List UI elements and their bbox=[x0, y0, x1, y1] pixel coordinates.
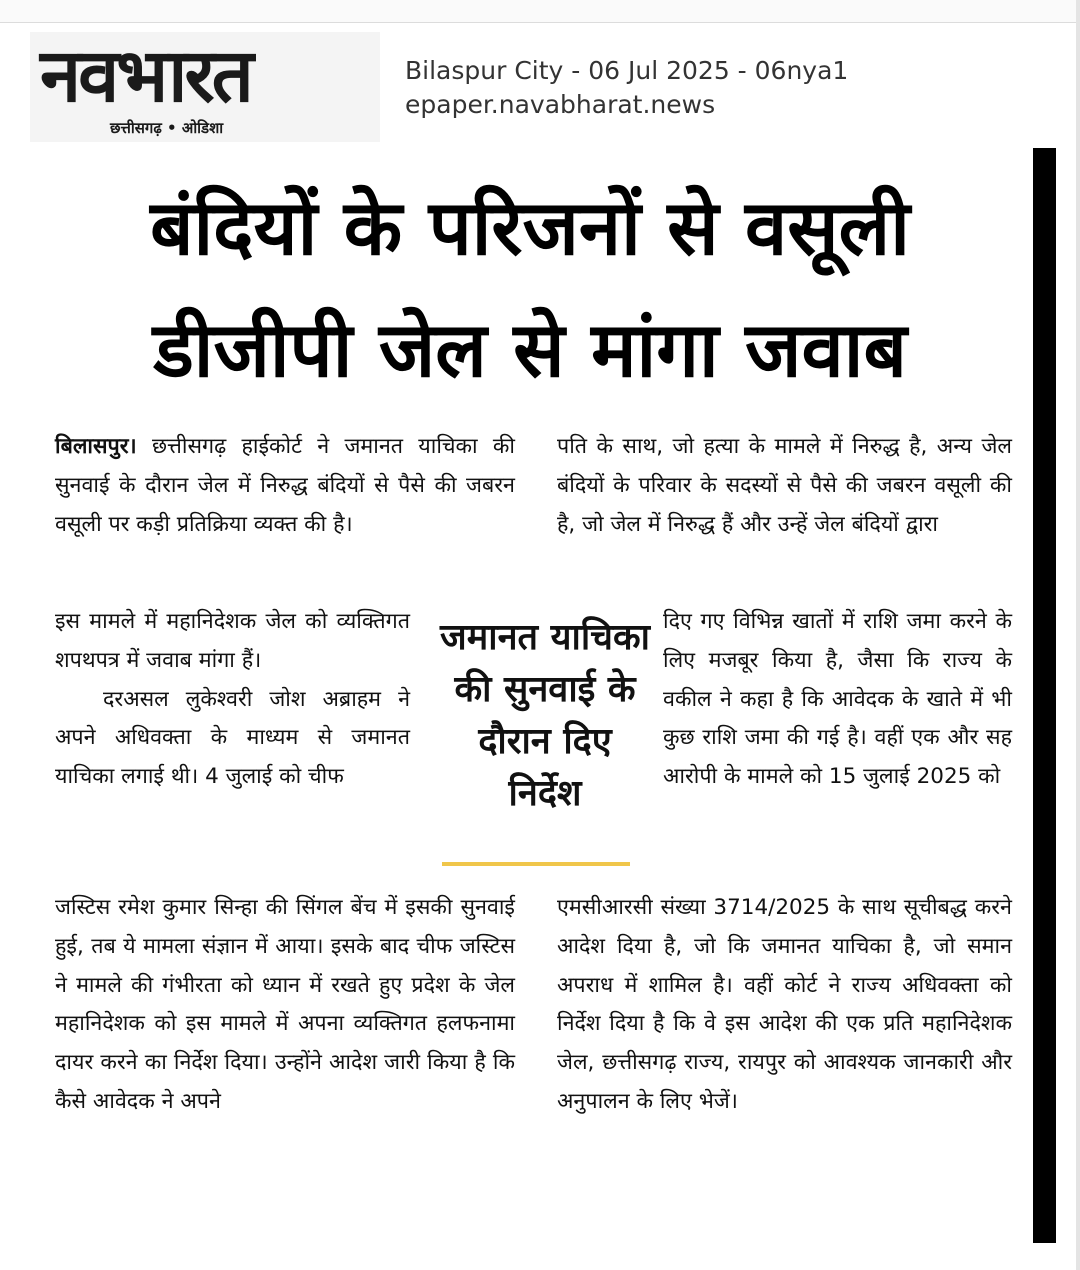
col1-paragraph-intro bbox=[55, 428, 515, 544]
pull-quote-underline bbox=[442, 862, 630, 866]
headline-line-2: डीजीपी जेल से मांगा जवाब bbox=[153, 305, 907, 394]
col2-top-text: पति के साथ, जो हत्या के मामले में निरुद्ध है, अन्य जेल बंदियों के परिवार के सदस्यों से पैसे की जबरन वसूली की है, जो जेल में निरुद्ध हैं और उन्हें जेल बंदियों द्वारा bbox=[557, 434, 1012, 537]
col1-paragraph-narrow bbox=[55, 603, 410, 797]
page-right-edge bbox=[1076, 0, 1080, 1270]
col2-paragraph-top bbox=[557, 428, 1012, 544]
newspaper-masthead bbox=[30, 32, 380, 142]
page-top-edge bbox=[0, 0, 1080, 23]
logo-subtitle: छत्तीसगढ़ • ओडिशा bbox=[110, 119, 224, 137]
col1-narrow-text-1: इस मामले में महानिदेशक जेल को व्यक्तिगत शपथपत्र में जवाब मांगा हैं। bbox=[55, 609, 410, 673]
col2-narrow-text: दिए गए विभिन्न खातों में राशि जमा करने के लिए मजबूर किया है, जैसा कि राज्य के वकील ने कहा है कि आवेदक के खाते में भी कुछ राशि जमा की गई है। वहीं एक और सह आरोपी के मामले को 15 जुलाई 2025 को bbox=[663, 609, 1012, 790]
col1-bottom-text: जस्टिस रमेश कुमार सिन्हा की सिंगल बेंच में इसकी सुनवाई हुई, तब ये मामला संज्ञान में आया। इसके बाद चीफ जस्टिस ने मामले की गंभीरता को ध्यान में रखते हुए प्रदेश के जेल महानिदेशक को इस मामले में अपना व्यक्तिगत हलफनामा दायर करने का निर्देश दिया। उन्होंने आदेश जारी किया है कि कैसे आवेदक ने अपने bbox=[55, 895, 515, 1114]
side-black-bar bbox=[1033, 148, 1056, 1243]
pull-quote: जमानत याचिका की सुनवाई के दौरान दिए निर्देश bbox=[440, 617, 650, 814]
epaper-website: epaper.navabharat.news bbox=[405, 90, 716, 119]
col1-paragraph-bottom bbox=[55, 889, 515, 1122]
newspaper-logo: नवभारत bbox=[40, 33, 251, 119]
col2-paragraph-bottom bbox=[557, 889, 1012, 1122]
dateline: बिलासपुर। bbox=[55, 434, 137, 459]
col2-paragraph-narrow bbox=[663, 603, 1012, 797]
col1-intro-text: छत्तीसगढ़ हाईकोर्ट ने जमानत याचिका की सुनवाई के दौरान जेल में निरुद्ध बंदियों से पैसे की जबरन वसूली पर कड़ी प्रतिक्रिया व्यक्त की है। bbox=[55, 434, 515, 537]
col2-bottom-text: एमसीआरसी संख्या 3714/2025 के साथ सूचीबद्ध करने आदेश दिया है, जो कि जमानत याचिका है, जो समान अपराध में शामिल है। वहीं कोर्ट ने राज्य अधिवक्ता को निर्देश दिया है कि वे इस आदेश की एक प्रति महानिदेशक जेल, छत्तीसगढ़ राज्य, रायपुर को आवश्यक जानकारी और अनुपालन के लिए भेजें। bbox=[557, 895, 1012, 1114]
headline-line-1: बंदियों के परिजनों से वसूली bbox=[150, 183, 910, 272]
col1-narrow-text-2: दरअसल लुकेश्वरी जोश अब्राहम ने अपने अधिवक्ता के माध्यम से जमानत याचिका लगाई थी। 4 जुलाई को चीफ bbox=[55, 686, 410, 790]
edition-line: Bilaspur City - 06 Jul 2025 - 06nya1 bbox=[405, 56, 849, 85]
